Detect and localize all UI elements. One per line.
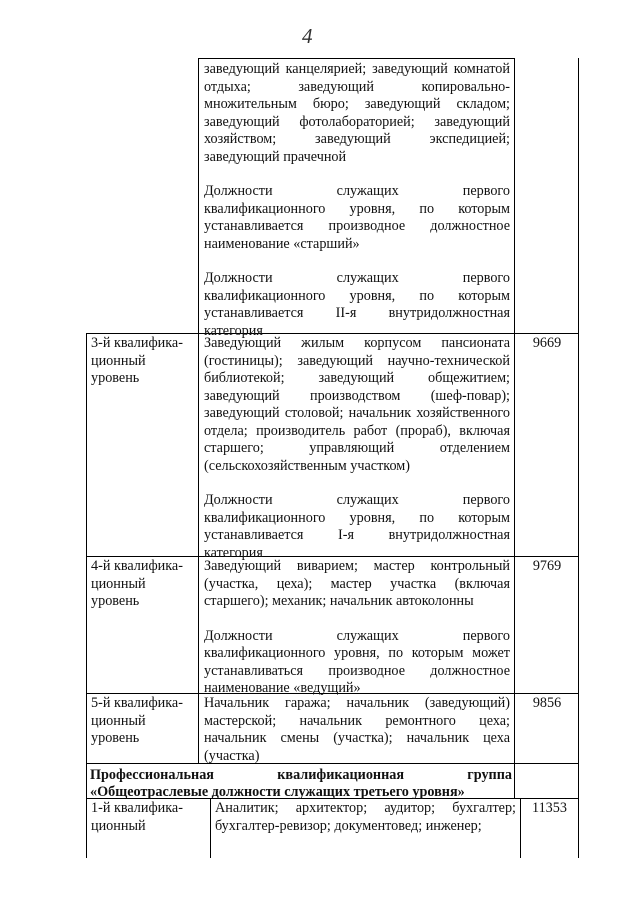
group-header-line: «Общеотраслевые должности служащих третьего уровня» — [90, 784, 465, 800]
level-cell — [91, 335, 196, 388]
salary-value: 11353 — [532, 800, 567, 816]
level-line: 5-й квалифика- — [91, 695, 183, 711]
positions-paragraph: Должности служащих первого квалификационного уровня, по которым устанавливается I-я внутридолжностная категория — [204, 492, 510, 561]
table-border-top — [198, 58, 515, 59]
continuation-paragraph: Должности служащих первого квалификационного уровня, по которым устанавливается II-я внутридолжностная категория — [204, 270, 510, 339]
positions-paragraph: Начальник гаража; начальник (заведующий) мастерской; начальник ремонтного цеха; начальник смены (участка); начальник цеха (участка) — [204, 695, 510, 764]
level-line: ционный — [91, 817, 146, 834]
salary-value: 9669 — [532, 335, 562, 351]
level-line: 1-й квалифика- — [91, 800, 183, 816]
continuation-cell — [204, 61, 510, 340]
level-cell — [91, 558, 196, 611]
positions-cell — [215, 800, 516, 835]
level-line: 3-й квалифика- — [91, 335, 183, 351]
level-cell — [91, 695, 196, 748]
positions-cell — [204, 335, 510, 562]
level-line: уровень — [91, 370, 140, 386]
salary-value: 9769 — [532, 558, 562, 574]
column-divider-1 — [198, 58, 199, 763]
column-divider-1b — [210, 798, 211, 858]
level-line: ционный — [91, 352, 146, 369]
positions-paragraph: Заведующий виварием; мастер контрольный (участка, цеха); мастер участка (включая старшего); механик; начальник автоколонны — [204, 558, 510, 609]
positions-paragraph: Заведующий жилым корпусом пансионата (гостиницы); заведующий научно-технической библиотекой; заведующий общежитием; заведующий производством (шеф-повар); заведующий столовой; начальник хозяйственного отдела; производитель работ (прораб), включая старшего; управляющий отделением (сельскохозяйственным участком) — [204, 335, 510, 474]
table-border-right — [578, 58, 579, 858]
positions-cell — [204, 695, 510, 765]
column-divider-2 — [514, 58, 515, 798]
level-line: 4-й квалифика- — [91, 558, 183, 574]
continuation-paragraph: заведующий канцелярией; заведующий комнатой отдыха; заведующий копировально-множительным бюро; заведующий складом; заведующий фотолабораторией; заведующий хозяйством; заведующий экспедицией; заведующий прачечной — [204, 61, 510, 165]
level-cell — [91, 800, 209, 835]
level-line: ционный — [91, 712, 146, 729]
level-line: уровень — [91, 730, 140, 746]
group-header — [90, 767, 512, 801]
continuation-paragraph: Должности служащих первого квалификационного уровня, по которым устанавливается производное должностное наименование «старший» — [204, 183, 510, 252]
table-border-left — [86, 333, 87, 858]
level-line: ционный — [91, 575, 146, 592]
positions-paragraph: Аналитик; архитектор; аудитор; бухгалтер; бухгалтер-ревизор; документовед; инженер; — [215, 800, 516, 834]
salary-value: 9856 — [532, 695, 562, 711]
level-line: уровень — [91, 593, 140, 609]
positions-paragraph: Должности служащих первого квалификационного уровня, по которым может устанавливаться производное должностное наименование «ведущий» — [204, 627, 510, 696]
group-header-line: Профессиональная квалификационная группа — [90, 767, 512, 783]
positions-cell — [204, 558, 510, 698]
page-number: 4 — [302, 24, 313, 48]
